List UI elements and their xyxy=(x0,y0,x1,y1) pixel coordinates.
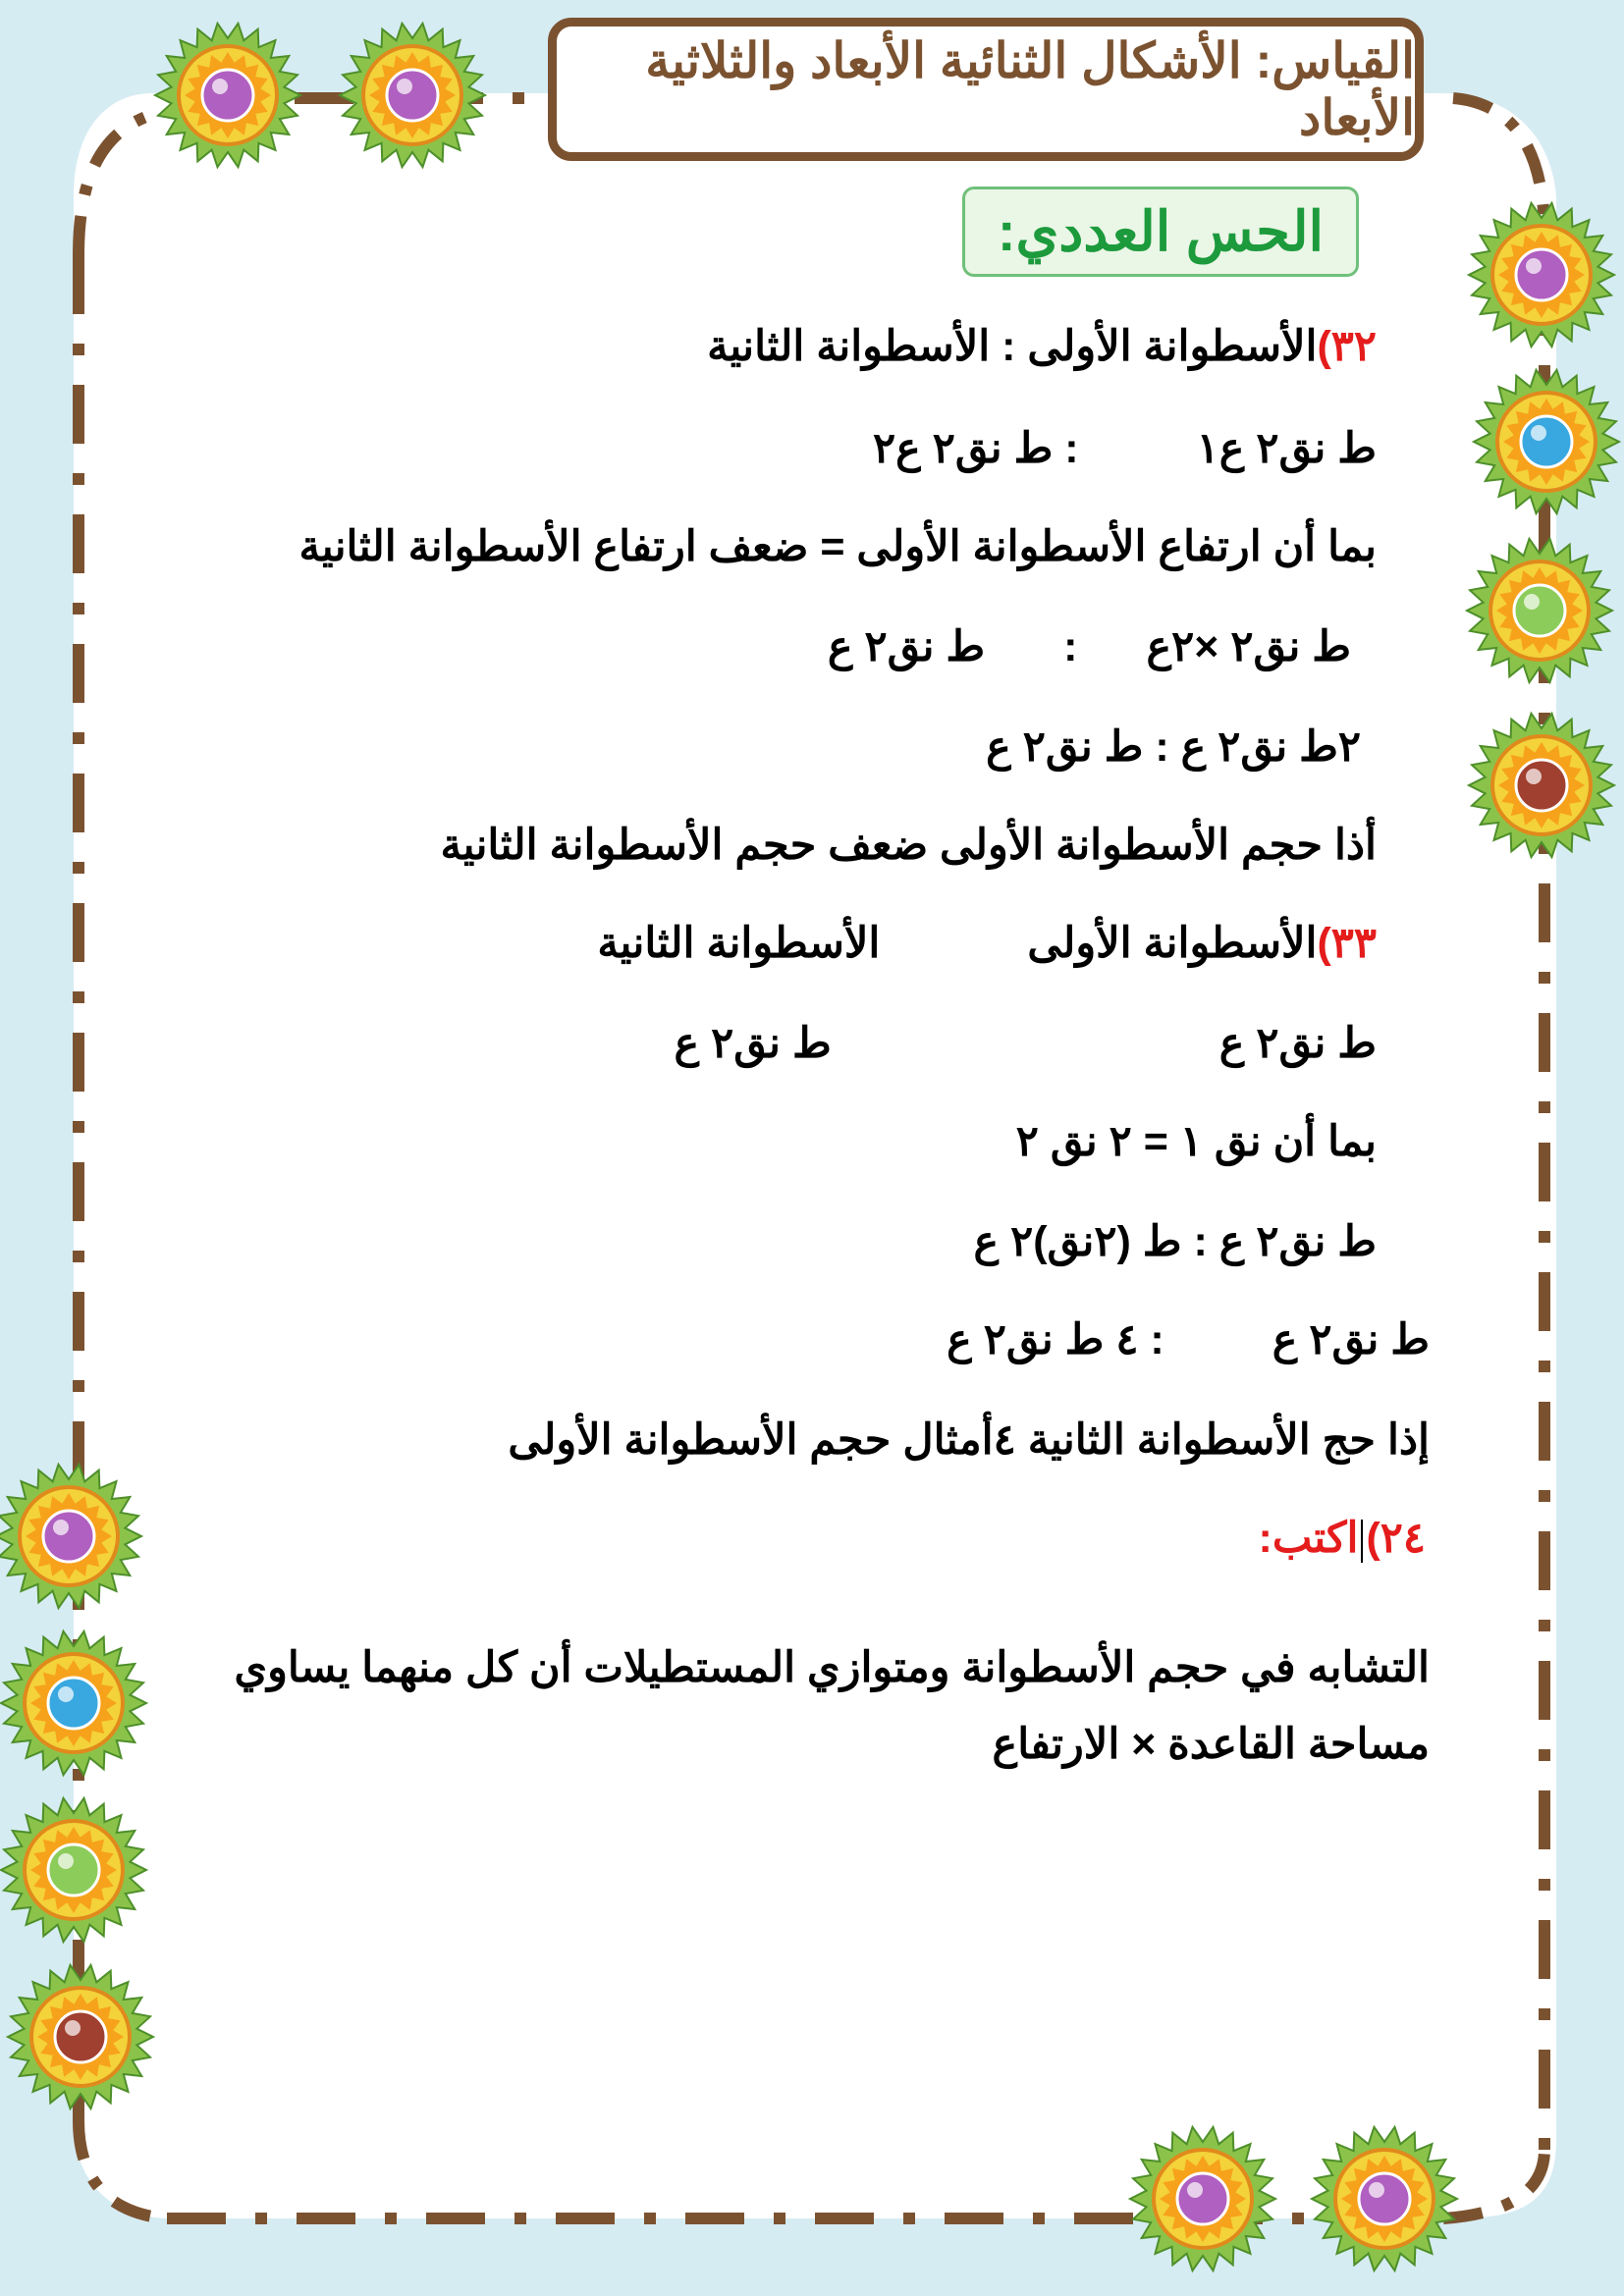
title-box xyxy=(548,18,1424,161)
q32-line4-b: : xyxy=(1063,623,1078,670)
q33-line1-b: الأسطوانة الثانية xyxy=(597,920,881,967)
q33-line2 xyxy=(674,1019,1377,1068)
q32-line4-a: ط نق٢ ×٢ع xyxy=(1146,623,1351,670)
q33-line3: بما أن نق ١ = ٢ نق ٢ xyxy=(1015,1118,1377,1165)
q24-text-line1: التشابه في حجم الأسطوانة ومتوازي المستطيلات أن كل منهما يساوي xyxy=(234,1644,1430,1691)
q32-line5: ٢ط نق٢ ع : ط نق٢ ع xyxy=(986,723,1361,771)
q32-line3: بما أن ارتفاع الأسطوانة الأولى = ضعف ارتفاع الأسطوانة الثانية xyxy=(298,523,1377,570)
q24-label: اكتب: xyxy=(1258,1515,1359,1562)
q32-line4 xyxy=(828,622,1351,671)
q33-line5 xyxy=(947,1315,1430,1364)
q33-line1-a: الأسطوانة الأولى xyxy=(1027,920,1318,967)
q33-line1 xyxy=(597,919,1377,968)
q33-conclusion: إذا حج الأسطوانة الثانية ٤أمثال حجم الأسطوانة الأولى xyxy=(508,1416,1430,1464)
q24-heading xyxy=(1259,1514,1426,1563)
q24-text-line2: مساحة القاعدة × الارتفاع xyxy=(992,1721,1430,1768)
section-heading-box xyxy=(962,187,1359,277)
q33-number: ٣٣) xyxy=(1317,920,1377,967)
q32-line2-a: ط نق٢ ع١ xyxy=(1196,425,1377,472)
q33-line4: ط نق٢ ع : ط (٢نق)٢ ع xyxy=(973,1218,1377,1265)
q32-conclusion: أذا حجم الأسطوانة الأولى ضعف حجم الأسطوانة الثانية xyxy=(440,822,1377,869)
q32-line1 xyxy=(707,322,1377,371)
q33-line5-b: : ٤ ط نق٢ ع xyxy=(947,1316,1164,1363)
q24-number: ٢٤) xyxy=(1366,1515,1426,1562)
q32-line2-b: : ط نق٢ ع٢ xyxy=(872,425,1079,472)
q33-line2-a: ط نق٢ ع xyxy=(1218,1020,1377,1067)
q32-line4-c: ط نق٢ ع xyxy=(827,623,986,670)
text-cursor xyxy=(1361,1520,1363,1563)
section-heading: الحس العددي: xyxy=(997,200,1325,262)
q33-line2-b: ط نق٢ ع xyxy=(674,1020,832,1067)
q32-line2 xyxy=(873,424,1377,473)
page-title: القياس: الأشكال الثنائية الأبعاد والثلاثية الأبعاد xyxy=(645,33,1415,145)
q32-line1-text: الأسطوانة الأولى : الأسطوانة الثانية xyxy=(707,323,1318,370)
q33-line5-a: ط نق٢ ع xyxy=(1272,1316,1430,1363)
q32-number: ٣٢) xyxy=(1317,323,1377,370)
